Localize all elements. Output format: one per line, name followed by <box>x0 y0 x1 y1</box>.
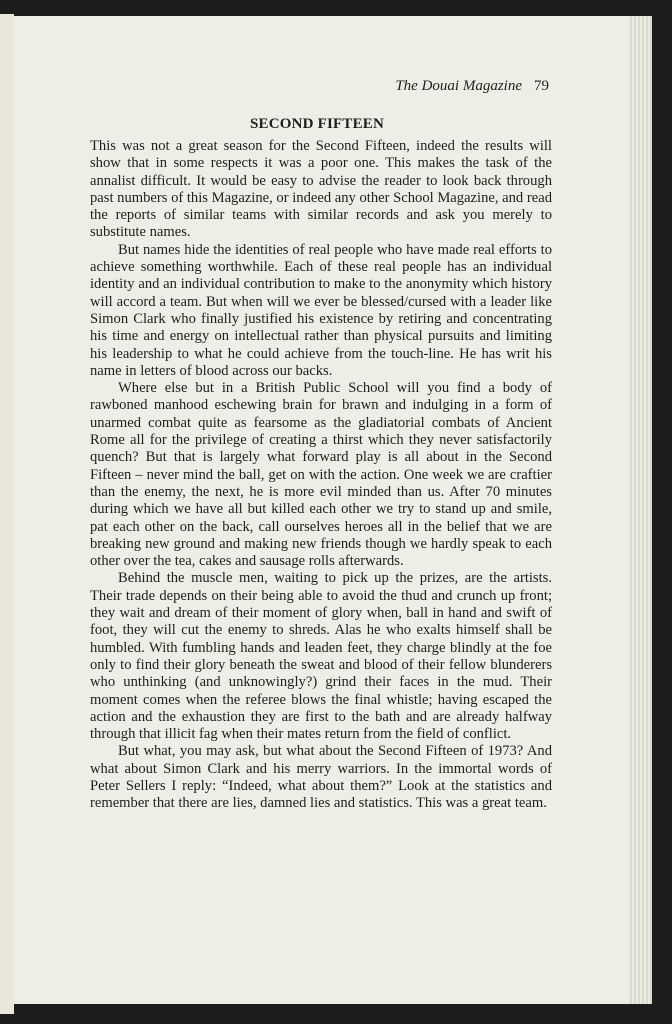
paragraph: Behind the muscle men, waiting to pick up the prizes, are the artists. Their trade depends on their being able to avoid the thud and crunch up front; they wait and dream of their moment of glory when, ball in hand and swift of foot, they will cut the enemy to shreds. Alas he who exalts himself shall be humbled. With fumbling hands and leaden feet, they charge blindly at the foe only to find their glory beneath the sweat and blood of their fellow blunderers who unthinking (and unknowingly?) grind their faces in the mud. Their moment comes when the referee blows the final whistle; having escaped the action and the exhaustion they are first to the bath and are already halfway through that illicit fag when their mates return from the field of conflict. <box>90 570 552 743</box>
page-number: 79 <box>534 78 549 94</box>
magazine-title: The Douai Magazine <box>395 78 522 94</box>
facing-page-edge <box>0 14 14 1014</box>
paragraph: But what, you may ask, but what about the Second Fifteen of 1973? And what about Simon Clark and his merry warriors. In the immortal words of Peter Sellers I reply: “Indeed, what about them?” Look at the statistics and remember that there are lies, damned lies and statistics. This was a great team. <box>90 743 552 812</box>
paragraph: This was not a great season for the Second Fifteen, indeed the results will show that in some respects it was a poor one. This makes the task of the annalist difficult. It would be easy to advise the reader to look back through past numbers of this Magazine, or indeed any other School Magazine, and read the reports of similar teams with similar records and ask you merely to substitute names. <box>90 138 552 241</box>
book-page <box>14 16 628 1004</box>
article-body <box>90 138 552 813</box>
article-heading: SECOND FIFTEEN <box>249 116 385 132</box>
paragraph: Where else but in a British Public School will you find a body of rawboned manhood eschewing brain for brawn and indulging in a form of unarmed combat quite as fearsome as the gladiatorial combats of Ancient Rome all for the privilege of creating a thirst which they never satisfactorily quench? But that is largely what forward play is all about in the Second Fifteen – never mind the ball, get on with the action. One week we are craftier than the enemy, the next, he is more evil minded than us. After 70 minutes during which we have all but killed each other we try to stand up and smile, pat each other on the back, call ourselves heroes all in the belief that we are breaking new ground and making new friends though we hardly speak to each other over the tea, cakes and sausage rolls afterwards. <box>90 380 552 570</box>
paragraph: But names hide the identities of real people who have made real efforts to achieve something worthwhile. Each of these real people has an individual identity and an individual contribution to make to the anonymity which history will accord a team. But when will we ever be blessed/cursed with a leader like Simon Clark who finally justified his existence by retiring and concentrating his time and energy on intellectual rather than physical pursuits and limiting his leadership to what he could achieve from the touch-line. He has writ his name in letters of blood across our backs. <box>90 241 552 379</box>
running-head <box>14 78 549 95</box>
